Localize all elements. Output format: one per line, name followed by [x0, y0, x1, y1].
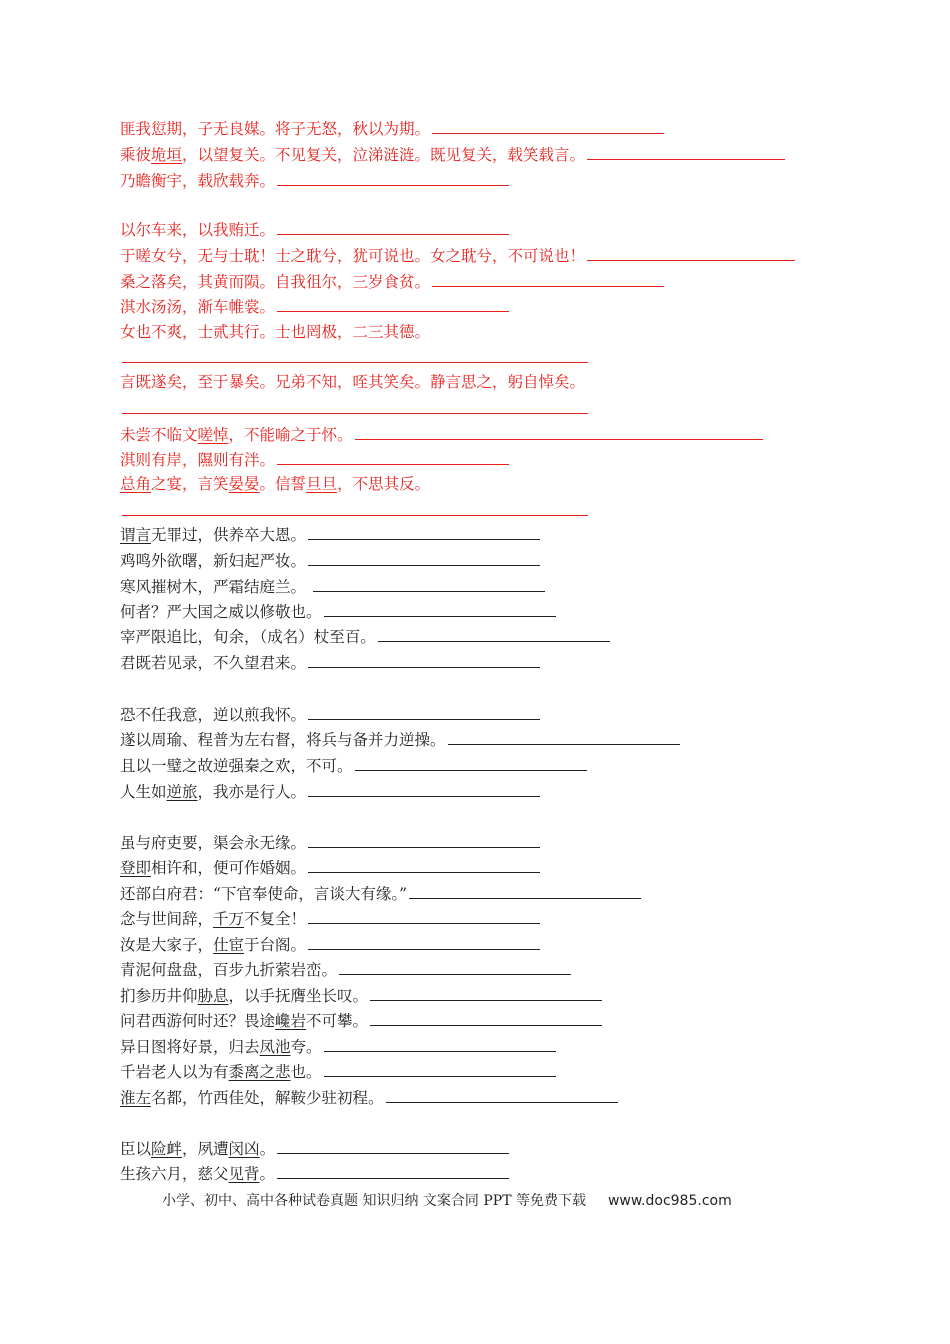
- exercise-line: [120, 474, 430, 494]
- exercise-line: [120, 1036, 556, 1057]
- answer-blank[interactable]: [308, 704, 540, 720]
- line-text: 何者？严大国之威以修敬也。: [120, 603, 322, 621]
- underlined-term: 仕宦: [213, 936, 245, 954]
- answer-blank[interactable]: [308, 857, 540, 873]
- answer-blank[interactable]: [277, 1138, 509, 1154]
- line-text: 淇水汤汤，渐车帷裳。: [120, 298, 276, 316]
- exercise-line: [120, 118, 664, 139]
- line-text: 人生如: [120, 783, 167, 801]
- answer-blank[interactable]: [308, 550, 540, 566]
- exercise-line: [120, 857, 540, 878]
- line-text: 夸。: [290, 1038, 322, 1056]
- exercise-line: [120, 883, 641, 904]
- line-text: ，不思其反。: [337, 475, 431, 493]
- line-text: 未尝不临文: [120, 426, 198, 444]
- line-text: 乘彼: [120, 146, 152, 164]
- underlined-term: 险衅: [151, 1140, 183, 1158]
- exercise-line: [120, 1010, 602, 1031]
- exercise-line: [120, 424, 763, 445]
- line-text: 桑之落矣，其黄而陨。自我徂尔，三岁食贫。: [120, 273, 431, 291]
- answer-blank[interactable]: [122, 500, 588, 516]
- underlined-term: 胁息: [197, 987, 229, 1005]
- line-text: ，不能喻之于怀。: [228, 426, 353, 444]
- exercise-line: [120, 170, 509, 191]
- exercise-line: [120, 626, 610, 647]
- answer-blank[interactable]: [448, 729, 680, 745]
- line-text: 于嗟女兮，无与士耽！士之耽兮，犹可说也。女之耽兮，不可说也！: [120, 247, 586, 265]
- answer-blank[interactable]: [308, 934, 540, 950]
- answer-blank[interactable]: [370, 985, 602, 1001]
- exercise-line: [120, 908, 540, 929]
- answer-blank[interactable]: [339, 959, 571, 975]
- line-text: 扪参历井仰: [120, 987, 198, 1005]
- exercise-line: [120, 959, 571, 980]
- line-text: 念与世间辞，: [120, 910, 214, 928]
- line-text: 无罪过，供养卒大恩。: [151, 526, 307, 544]
- exercise-line: [120, 1163, 509, 1184]
- answer-blank[interactable]: [324, 1061, 556, 1077]
- line-text: 不可攀。: [306, 1012, 369, 1030]
- underlined-term: 千万: [213, 910, 245, 928]
- answer-blank[interactable]: [370, 1010, 602, 1026]
- line-text: 。: [259, 1140, 276, 1158]
- line-text: 不复全！: [244, 910, 307, 928]
- line-text: ，以望复关。不见复关，泣涕涟涟。既见复关，载笑载言。: [182, 146, 586, 164]
- exercise-line: [120, 832, 540, 853]
- underlined-term: 旦旦: [306, 475, 338, 493]
- underlined-term: 垝垣: [151, 146, 183, 164]
- line-text: 相许和，便可作婚姻。: [151, 859, 307, 877]
- line-text: 言既遂矣，至于暴矣。兄弟不知，咥其笑矣。静言思之，躬自悼矣。: [120, 373, 586, 391]
- underlined-term: 总角: [120, 475, 152, 493]
- answer-blank[interactable]: [409, 883, 641, 899]
- answer-blank[interactable]: [308, 524, 540, 540]
- underlined-term: 巉岩: [275, 1012, 307, 1030]
- exercise-line: [120, 449, 509, 470]
- underlined-term: 闵凶: [228, 1140, 260, 1158]
- line-text: 以尔车来，以我贿迁。: [120, 221, 276, 239]
- exercise-line: [120, 576, 545, 597]
- line-text: 宰严限追比，旬余，（成名）杖至百。: [120, 628, 376, 646]
- footer-site: www.doc985.com: [607, 1193, 732, 1209]
- answer-blank[interactable]: [324, 1036, 556, 1052]
- exercise-line: [120, 1087, 618, 1108]
- line-text: 。信誓: [259, 475, 307, 493]
- underlined-term: 凤池: [259, 1038, 291, 1056]
- exercise-line: [120, 398, 588, 419]
- line-text: 遂以周瑜、程普为左右督，将兵与备并力逆操。: [120, 731, 446, 749]
- line-text: 还部白府君：“下官奉使命，言谈大有缘。”: [120, 885, 408, 903]
- line-text: 虽与府吏要，渠会永无缘。: [120, 834, 307, 852]
- underlined-term: 谓言: [120, 526, 152, 544]
- answer-blank[interactable]: [277, 296, 509, 312]
- answer-blank[interactable]: [308, 908, 540, 924]
- exercise-line: [120, 755, 587, 776]
- answer-blank[interactable]: [587, 245, 795, 261]
- exercise-line: [120, 781, 540, 802]
- exercise-line: [120, 704, 540, 725]
- page-footer: [162, 1191, 732, 1211]
- answer-blank[interactable]: [324, 601, 556, 617]
- exercise-line: [120, 1061, 556, 1082]
- exercise-line: [120, 271, 664, 292]
- line-text: 青泥何盘盘，百步九折萦岩峦。: [120, 961, 338, 979]
- exercise-line: [120, 500, 588, 521]
- line-text: 女也不爽，士贰其行。士也罔极，二三其德。: [120, 323, 431, 341]
- exercise-line: [120, 985, 602, 1006]
- exercise-line: [120, 219, 509, 240]
- exercise-line: [120, 322, 430, 342]
- exercise-line: [120, 550, 540, 571]
- answer-blank[interactable]: [277, 1163, 509, 1179]
- answer-blank[interactable]: [277, 170, 509, 186]
- exercise-line: [120, 934, 540, 955]
- line-text: 淇则有岸，隰则有泮。: [120, 451, 276, 469]
- line-text: 君既若见录，不久望君来。: [120, 654, 307, 672]
- answer-blank[interactable]: [378, 626, 610, 642]
- line-text: 也。: [290, 1063, 322, 1081]
- answer-blank[interactable]: [308, 781, 540, 797]
- line-text: ，以手抚膺坐长叹。: [228, 987, 369, 1005]
- exercise-line: [120, 296, 509, 317]
- exercise-line: [120, 144, 785, 165]
- underlined-term: 黍离之悲: [228, 1063, 291, 1081]
- underlined-term: 登即: [120, 859, 152, 877]
- line-text: 于台阁。: [244, 936, 307, 954]
- answer-blank[interactable]: [122, 347, 588, 363]
- line-text: 匪我愆期，子无良媒。将子无怒，秋以为期。: [120, 120, 431, 138]
- exercise-line: [120, 1138, 509, 1159]
- line-text: 之宴，言笑: [151, 475, 229, 493]
- answer-blank[interactable]: [313, 576, 545, 592]
- footer-text: 小学、初中、高中各种试卷真题 知识归纳 文案合同 PPT 等免费下载: [162, 1193, 586, 1209]
- answer-blank[interactable]: [587, 144, 785, 160]
- line-text: ，我亦是行人。: [197, 783, 307, 801]
- line-text: 且以一璧之故逆强秦之欢，不可。: [120, 757, 353, 775]
- answer-blank[interactable]: [308, 832, 540, 848]
- underlined-term: 见背: [228, 1165, 260, 1183]
- exercise-line: [120, 652, 540, 673]
- line-text: 异日图将好景，归去: [120, 1038, 260, 1056]
- answer-blank[interactable]: [308, 652, 540, 668]
- line-text: 恐不任我意，逆以煎我怀。: [120, 706, 307, 724]
- underlined-term: 嗟悼: [197, 426, 229, 444]
- answer-blank[interactable]: [386, 1087, 618, 1103]
- line-text: 臣以: [120, 1140, 152, 1158]
- line-text: 寒风摧树木，严霜结庭兰。: [120, 578, 311, 596]
- line-text: 鸡鸣外欲曙，新妇起严妆。: [120, 552, 307, 570]
- line-text: 问君西游何时还？畏途: [120, 1012, 276, 1030]
- answer-blank[interactable]: [355, 424, 763, 440]
- line-text: ，夙遭: [182, 1140, 229, 1158]
- line-text: 汝是大家子，: [120, 936, 214, 954]
- answer-blank[interactable]: [432, 271, 664, 287]
- exercise-line: [120, 372, 585, 392]
- exercise-line: [120, 524, 540, 545]
- exercise-line: [120, 347, 588, 368]
- line-text: 名都，竹西佳处，解鞍少驻初程。: [151, 1089, 384, 1107]
- answer-blank[interactable]: [122, 398, 588, 414]
- answer-blank[interactable]: [277, 219, 509, 235]
- line-text: 生孩六月，慈父: [120, 1165, 229, 1183]
- answer-blank[interactable]: [355, 755, 587, 771]
- exercise-line: [120, 601, 556, 622]
- exercise-line: [120, 729, 680, 750]
- underlined-term: 晏晏: [228, 475, 260, 493]
- underlined-term: 淮左: [120, 1089, 152, 1107]
- exercise-line: [120, 245, 795, 266]
- answer-blank[interactable]: [432, 118, 664, 134]
- line-text: 。: [259, 1165, 276, 1183]
- line-text: 乃瞻衡宇，载欣载奔。: [120, 172, 276, 190]
- underlined-term: 逆旅: [166, 783, 198, 801]
- line-text: 千岩老人以为有: [120, 1063, 229, 1081]
- answer-blank[interactable]: [277, 449, 509, 465]
